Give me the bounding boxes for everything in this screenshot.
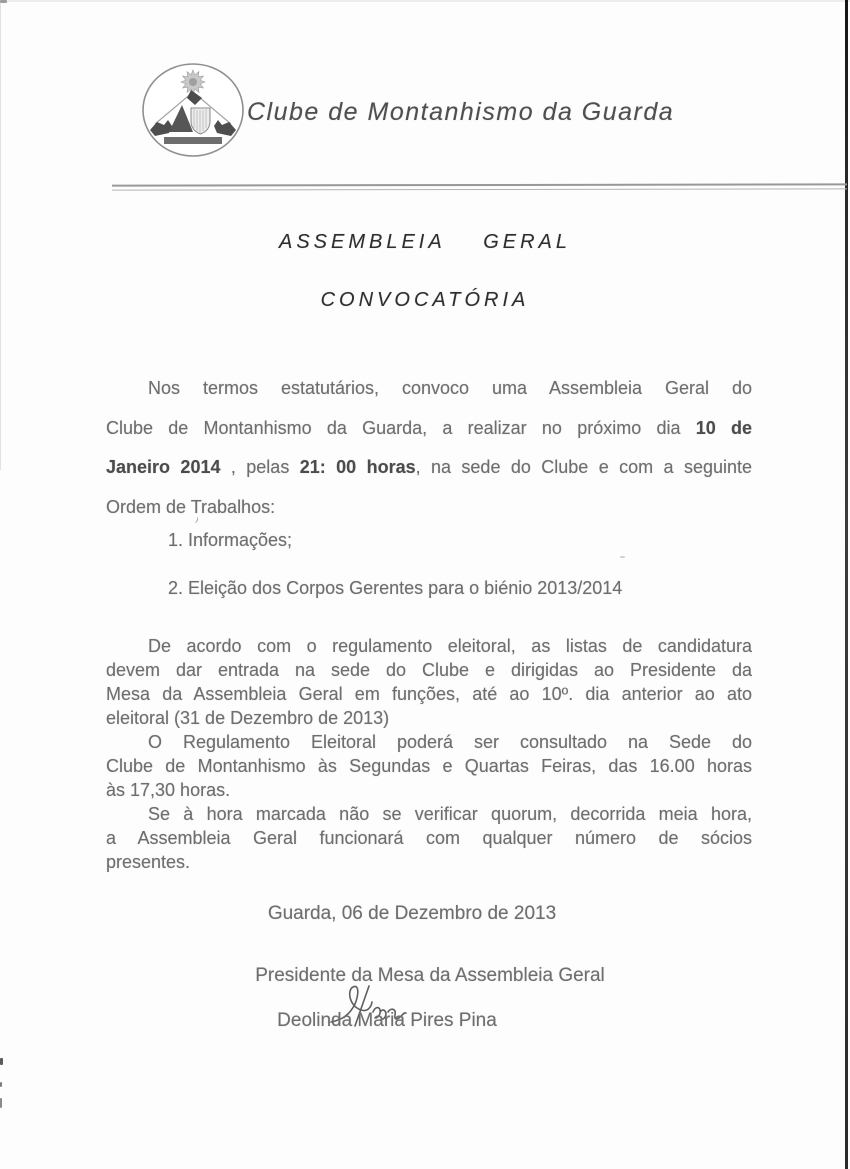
- body-text: [106, 634, 752, 874]
- body-line: devem dar entrada na sede do Clube e dirigidas ao Presidente da: [106, 660, 752, 680]
- body-line: De acordo com o regulamento eleitoral, as listas de candidatura: [148, 636, 752, 656]
- body-line: eleitoral (31 de Dezembro de 2013): [106, 708, 390, 728]
- scan-edge-top: [0, 0, 850, 2]
- intro-line: Ordem de Trabalhos:: [106, 496, 276, 517]
- header-rule: [112, 183, 847, 190]
- intro-text: , pelas: [220, 457, 300, 477]
- scan-edge-right: [845, 0, 848, 1169]
- scan-speck: [0, 1098, 2, 1108]
- body-line: às 17,30 horas.: [106, 780, 231, 800]
- intro-text: Clube de Montanhismo da Guarda, a realizar no próximo dia: [106, 417, 696, 438]
- body-line: O Regulamento Eleitoral poderá ser consultado na Sede do: [148, 732, 752, 752]
- intro-line: [106, 448, 752, 488]
- body-line: a Assembleia Geral funcionará com qualquer número de sócios: [106, 828, 752, 848]
- body-line: Se à hora marcada não se verificar quorum, decorrida meia hora,: [148, 804, 752, 824]
- intro-line: [106, 409, 752, 449]
- body-line: Clube de Montanhismo às Segundas e Quartas Feiras, das 16.00 horas: [106, 756, 752, 776]
- body-paragraph-1: [106, 634, 752, 730]
- agenda-item: 1. Informações;: [168, 530, 293, 550]
- body-paragraph-2: [106, 730, 752, 802]
- title-convocatoria: CONVOCATÓRIA: [320, 289, 530, 311]
- body-paragraph-3: [106, 802, 752, 874]
- agenda-list: [168, 529, 622, 625]
- event-date: Janeiro 2014: [106, 457, 221, 477]
- signer-role: Presidente da Mesa da Assembleia Geral: [255, 965, 605, 986]
- event-time: 21: 00 horas: [299, 457, 416, 477]
- scan-speck: [0, 1058, 3, 1065]
- intro-paragraph: [106, 369, 752, 527]
- org-name: Clube de Montanhismo da Guarda: [247, 98, 675, 126]
- body-line: Mesa da Assembleia Geral em funções, até ao 10º. dia anterior ao ato: [106, 684, 752, 704]
- intro-text: , na sede do Clube e com a seguinte: [415, 457, 752, 477]
- club-emblem-icon: [140, 62, 246, 159]
- dateline: Guarda, 06 de Dezembro de 2013: [267, 903, 557, 924]
- scan-speck: [0, 0, 7, 3]
- agenda-item: 2. Eleição dos Corpos Gerentes para o biénio 2013/2014: [168, 578, 623, 598]
- body-line: presentes.: [106, 852, 191, 872]
- scan-speck: [0, 1082, 2, 1087]
- event-date: 10 de: [695, 417, 753, 438]
- intro-line: Nos termos estatutários, convoco uma Assembleia Geral do: [148, 378, 752, 398]
- signer-name: Deolinda Maria Pires Pina: [277, 1010, 497, 1031]
- title-assembleia-geral: ASSEMBLEIA GERAL: [278, 231, 571, 253]
